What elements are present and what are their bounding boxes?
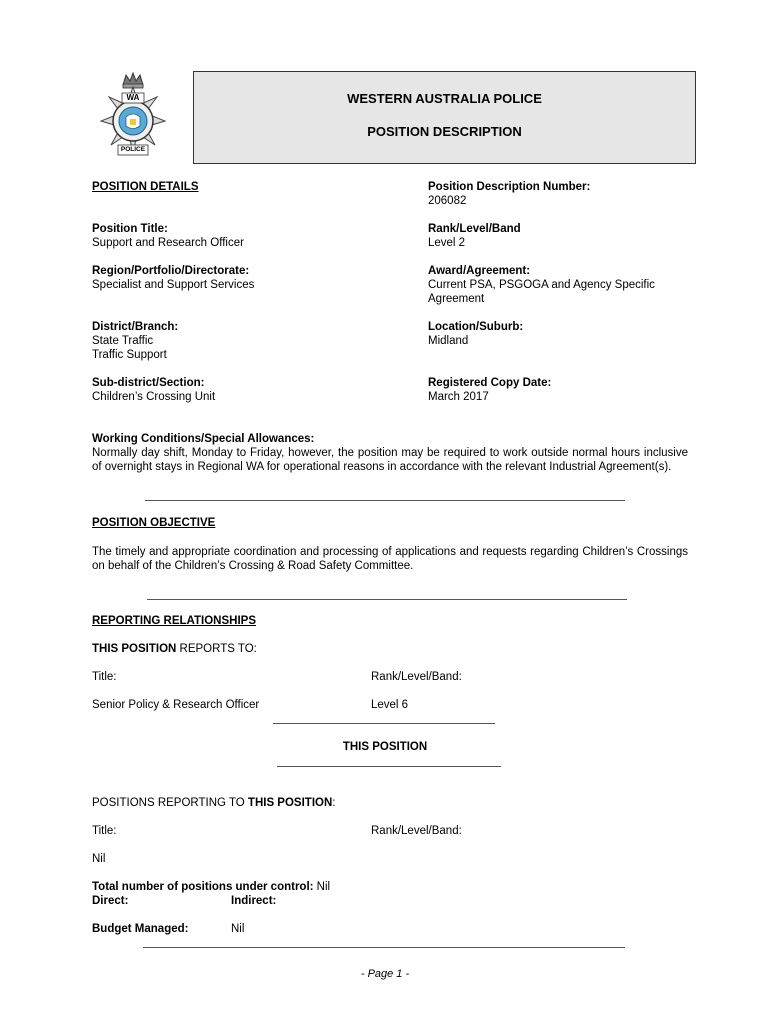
- direct-label: Direct:: [92, 895, 129, 907]
- this-position-label: THIS POSITION: [342, 741, 428, 753]
- page-number: - Page 1 -: [360, 968, 410, 980]
- title-column-label-2: Title:: [92, 825, 117, 837]
- location-value: Midland: [428, 335, 469, 347]
- total-positions-line: [92, 880, 330, 894]
- district-label: District/Branch:: [92, 321, 179, 333]
- rank-column-label-2: Rank/Level/Band:: [371, 825, 462, 837]
- divider: [147, 599, 627, 600]
- divider: [273, 723, 495, 724]
- logo-top-text: WA: [126, 93, 140, 102]
- header-box: [193, 71, 696, 164]
- reports-to-rest: REPORTS TO:: [176, 643, 257, 655]
- reports-to-line: [92, 642, 257, 656]
- wa-police-logo: [93, 71, 173, 163]
- title-column-label: Title:: [92, 671, 117, 683]
- subdistrict-label: Sub-district/Section:: [92, 377, 205, 389]
- rank-column-label: Rank/Level/Band:: [371, 671, 462, 683]
- district-value-line2: Traffic Support: [92, 349, 167, 361]
- positions-reporting-line: [92, 796, 335, 810]
- award-value-line1: Current PSA, PSGOGA and Agency Specific: [428, 279, 655, 291]
- district-value-line1: State Traffic: [92, 335, 154, 347]
- working-conditions-label: Working Conditions/Special Allowances:: [92, 433, 315, 445]
- position-objective-heading: POSITION OBJECTIVE: [92, 517, 216, 529]
- divider: [145, 500, 625, 501]
- organization-title: WESTERN AUSTRALIA POLICE: [347, 91, 542, 106]
- positions-reporting-bold: THIS POSITION: [247, 797, 333, 809]
- reports-to-bold: THIS POSITION: [92, 643, 177, 655]
- subdistrict-value: Children’s Crossing Unit: [92, 391, 216, 403]
- rank-label: Rank/Level/Band: [428, 223, 521, 235]
- document-title: POSITION DESCRIPTION: [367, 124, 522, 139]
- position-objective-text: The timely and appropriate coordination and processing of applications and requests regarding Children’s Crossings on behalf of the Children’s Crossing & Road Safety Committee.: [92, 546, 688, 572]
- pd-number-label: Position Description Number:: [428, 181, 591, 193]
- divider: [143, 947, 625, 948]
- total-positions-value: Nil: [313, 881, 331, 893]
- pd-number-value: 206082: [428, 195, 467, 207]
- copy-date-value: March 2017: [428, 391, 489, 403]
- location-label: Location/Suburb:: [428, 321, 524, 333]
- region-label: Region/Portfolio/Directorate:: [92, 265, 250, 277]
- position-title-label: Position Title:: [92, 223, 168, 235]
- position-details-heading: POSITION DETAILS: [92, 181, 199, 193]
- positions-reporting-suffix: :: [332, 797, 336, 809]
- total-positions-label: Total number of positions under control:: [92, 881, 314, 893]
- divider: [277, 766, 501, 767]
- rank-value: Level 2: [428, 237, 466, 249]
- copy-date-label: Registered Copy Date:: [428, 377, 552, 389]
- award-label: Award/Agreement:: [428, 265, 531, 277]
- award-value-line2: Agreement: [428, 293, 485, 305]
- supervisor-rank: Level 6: [371, 699, 409, 711]
- region-value: Specialist and Support Services: [92, 279, 255, 291]
- indirect-label: Indirect:: [231, 895, 277, 907]
- position-title-value: Support and Research Officer: [92, 237, 244, 249]
- reporting-relationships-heading: REPORTING RELATIONSHIPS: [92, 615, 256, 627]
- positions-reporting-prefix: POSITIONS REPORTING TO: [92, 797, 248, 809]
- supervisor-title: Senior Policy & Research Officer: [92, 699, 260, 711]
- working-conditions-text: Normally day shift, Monday to Friday, however, the position may be required to work outside normal hours inclusive of overnight stays in Regional WA for operational reasons in accordance with the relevant Industrial Agreement(s).: [92, 447, 688, 473]
- budget-label: Budget Managed:: [92, 923, 189, 935]
- budget-value: Nil: [231, 923, 245, 935]
- logo-bottom-text: POLICE: [120, 146, 146, 153]
- subordinates-nil: Nil: [92, 853, 106, 865]
